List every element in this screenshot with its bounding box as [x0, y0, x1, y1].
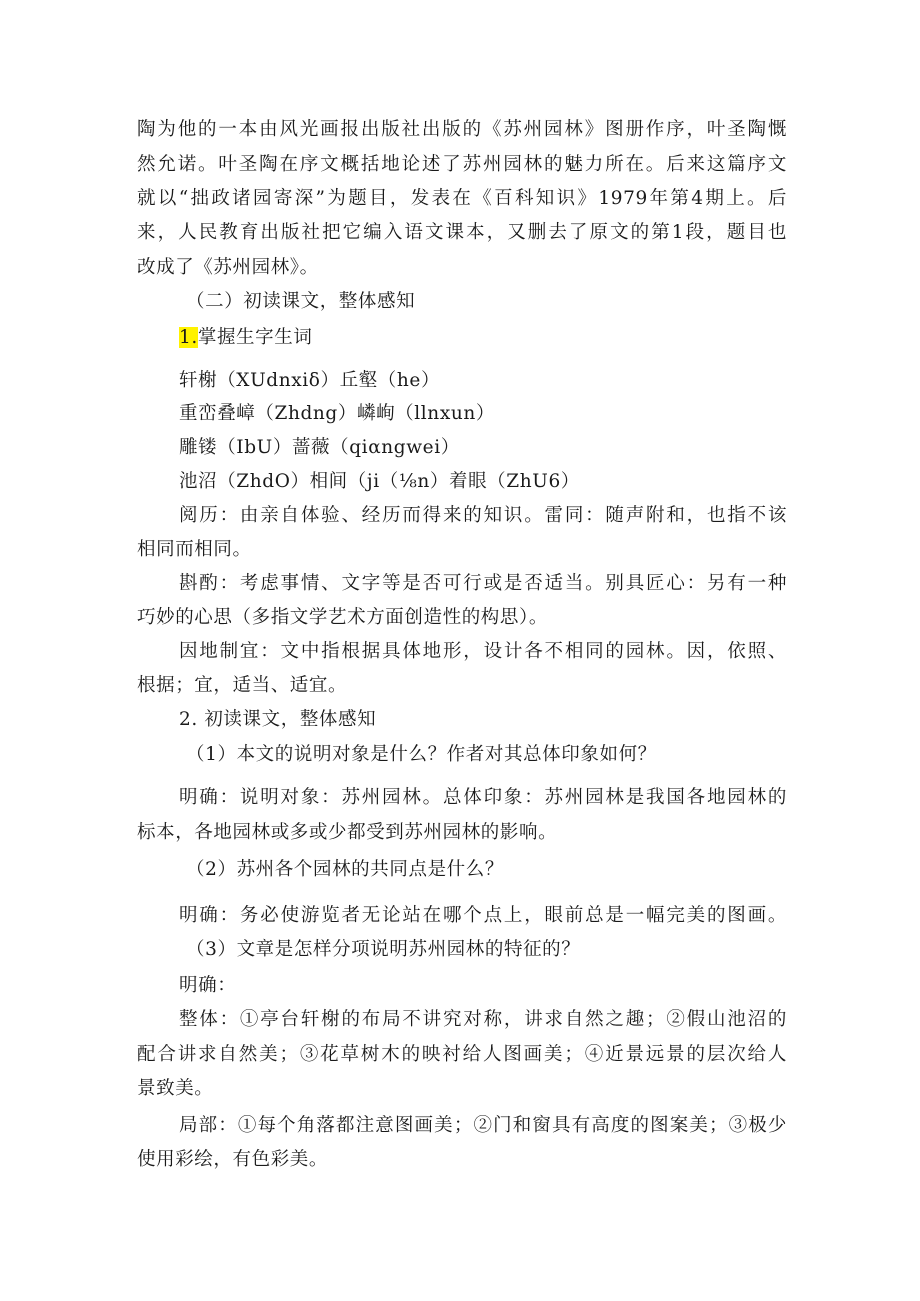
definition-line-3: 斟酌：考虑事情、文字等是否可行或是否适当。别具匠心：另有一种 [179, 573, 787, 594]
definition-line-4: 巧妙的心思（多指文学艺术方面创造性的构思）。 [137, 607, 548, 628]
intro-line-4: 来，人民教育出版社把它编入语文课本，又删去了原文的第1段，题目也 [137, 222, 787, 243]
intro-line-5: 改成了《苏州园林》。 [137, 257, 319, 278]
answer-1-line-2: 标本，各地园林或多或少都受到苏州园林的影响。 [137, 822, 558, 843]
vocab-line-3: 雕镂（IbU）蔷薇（qiαngwei） [179, 437, 460, 458]
item2-heading: 2. 初读课文，整体感知 [179, 709, 377, 730]
section-heading: （二）初读课文，整体感知 [186, 291, 416, 312]
answer-3-part-line-2: 使用彩绘，有色彩美。 [137, 1149, 329, 1170]
definition-line-2: 相同而相同。 [137, 539, 252, 560]
definition-line-5: 因地制宜：文中指根据具体地形，设计各不相同的园林。因，依照、 [179, 641, 787, 662]
answer-2: 明确：务必使游览者无论站在哪个点上，眼前总是一幅完美的图画。 [179, 905, 787, 926]
intro-line-1: 陶为他的一本由风光画报出版社出版的《苏州园林》图册作序，叶圣陶慨 [137, 119, 787, 140]
vocab-line-4: 池沼（ZhdO）相间（ji（⅛n）着眼（ZhU6） [179, 471, 580, 492]
item1-number-highlight: 1. [179, 327, 198, 348]
definition-line-1: 阅历：由亲自体验、经历而得来的知识。雷同：随声附和，也指不该 [179, 505, 787, 526]
intro-line-3: 就以“拙政诸园寄深”为题目，发表在《百科知识》1979年第4期上。后 [137, 188, 787, 209]
vocab-line-2: 重峦叠嶂（Zhdng）嶙峋（llnxun） [179, 403, 495, 424]
question-1: （1）本文的说明对象是什么？作者对其总体印象如何？ [186, 744, 657, 765]
answer-3-part-line-1: 局部：①每个角落都注意图画美；②门和窗具有高度的图案美；③极少 [179, 1115, 787, 1136]
item1-title: 掌握生字生词 [197, 327, 313, 348]
question-2: （2）苏州各个园林的共同点是什么？ [186, 859, 504, 880]
definition-line-6: 根据；宜，适当、适宜。 [137, 675, 348, 696]
question-3: （3）文章是怎样分项说明苏州园林的特征的？ [186, 939, 581, 960]
answer-3-label: 明确： [179, 975, 237, 996]
answer-3-whole-line-2: 配合讲求自然美；③花草树木的映衬给人图画美；④近景远景的层次给人 [137, 1044, 787, 1065]
answer-3-whole-line-3: 景致美。 [137, 1078, 214, 1099]
item1-heading [179, 326, 829, 350]
vocab-line-1: 轩榭（XUdnxiδ）丘壑（he） [179, 370, 441, 391]
answer-1-line-1: 明确：说明对象：苏州园林。总体印象：苏州园林是我国各地园林的 [179, 787, 787, 808]
answer-3-whole-line-1: 整体：①亭台轩榭的布局不讲究对称，讲求自然之趣；②假山池沼的 [179, 1009, 787, 1030]
intro-line-2: 然允诺。叶圣陶在序文概括地论述了苏州园林的魅力所在。后来这篇序文 [137, 154, 787, 175]
